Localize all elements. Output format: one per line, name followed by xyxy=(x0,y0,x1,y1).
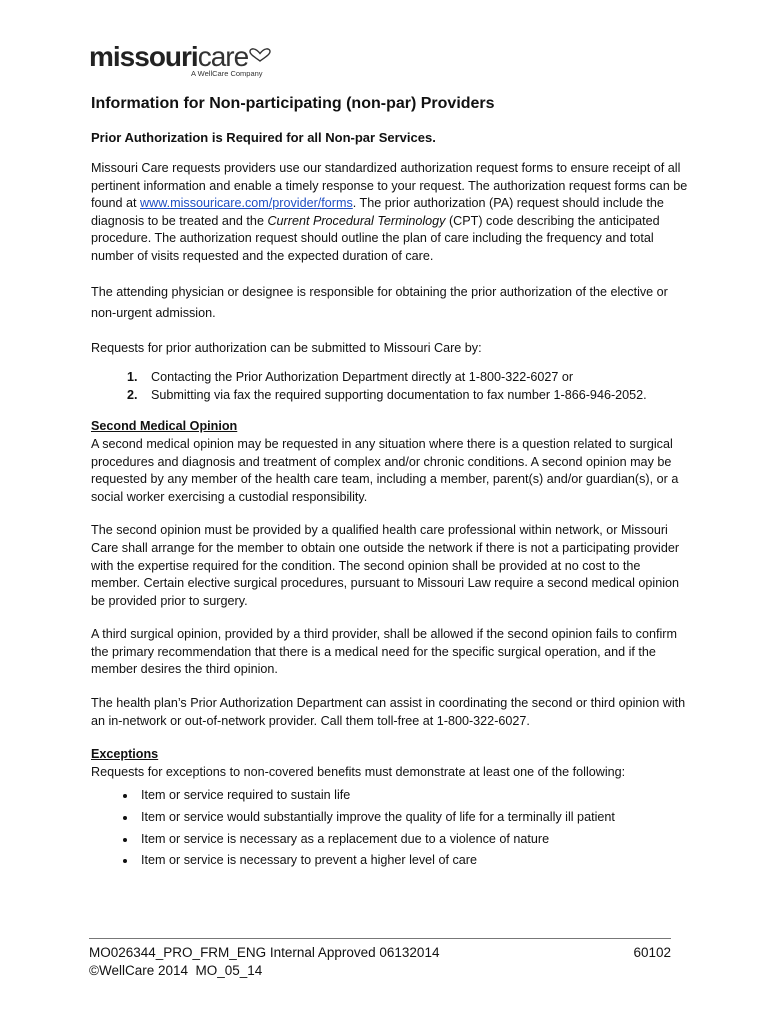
page-footer xyxy=(89,944,671,980)
exception-item: • Item or service would substantially improve the quality of life for a terminally ill patient xyxy=(137,809,691,827)
exceptions-intro: Requests for exceptions to non-covered benefits must demonstrate at least one of the following: xyxy=(91,764,626,779)
requests-intro: Requests for prior authorization can be submitted to Missouri Care by: xyxy=(91,340,482,355)
request-method-item: 2. Submitting via fax the required supporting documentation to fax number 1-866-946-2052. xyxy=(141,387,691,405)
second-opinion-section xyxy=(91,418,691,506)
second-opinion-heading: Second Medical Opinion xyxy=(91,419,238,434)
intro-italic-term: Current Procedural Terminology xyxy=(267,213,446,228)
missouri-care-logo xyxy=(89,41,271,78)
page-subtitle: Prior Authorization is Required for all Non-par Services. xyxy=(91,130,436,145)
attending-paragraph: The attending physician or designee is responsible for obtaining the prior authorization of the elective or non-urgent admission. xyxy=(91,284,668,320)
exception-item: • Item or service is necessary to prevent a higher level of care xyxy=(137,852,691,870)
logo-light-text: care xyxy=(197,41,249,72)
exception-item: • Item or service required to sustain life xyxy=(137,787,691,805)
forms-link[interactable]: www.missouricare.com/provider/forms xyxy=(140,196,353,211)
intro-paragraph xyxy=(91,160,691,266)
second-opinion-p1: A second medical opinion may be requested in any situation where there is a question related to surgical procedures and diagnosis and treatment of complex and/or chronic conditions. A second opinion may be requested by any member of the health care team, including a member, parent(s) and/or guardian(s), or a social worker exercising a custodial responsibility. xyxy=(91,436,679,504)
footer-code: 60102 xyxy=(633,945,671,960)
footer-form-id: MO026344_PRO_FRM_ENG Internal Approved 06132014 xyxy=(89,945,440,960)
footer-row xyxy=(89,944,671,962)
intro-text-3: (CPT) code describing the anticipated procedure. The authorization request should outline the plan of care including the frequency and total number of visits requested and the expected duration of care. xyxy=(91,213,660,263)
exceptions-heading: Exceptions xyxy=(91,747,159,762)
exception-item: • Item or service is necessary as a replacement due to a violence of nature xyxy=(137,831,691,849)
logo-tagline: A WellCare Company xyxy=(191,69,263,78)
footer-divider xyxy=(89,938,671,939)
document-body xyxy=(91,94,691,874)
request-method-item: 1. Contacting the Prior Authorization Department directly at 1-800-322-6027 or xyxy=(141,369,691,387)
second-opinion-p4: The health plan’s Prior Authorization Department can assist in coordinating the second or third opinion with an in-network or out-of-network provider. Call them toll-free at 1-800-322-6027. xyxy=(91,696,686,728)
exceptions-list xyxy=(91,787,691,869)
second-opinion-p3: A third surgical opinion, provided by a third provider, shall be allowed if the second opinion fails to confirm the primary recommendation that there is a medical need for the specific surgical operation, and if the member desires the third opinion. xyxy=(91,627,677,677)
logo-wordmark xyxy=(89,42,271,72)
exceptions-section xyxy=(91,746,691,870)
footer-copyright: ©WellCare 2014 MO_05_14 xyxy=(89,963,263,978)
request-methods-list xyxy=(91,369,691,404)
page-title: Information for Non-participating (non-par) Providers xyxy=(91,95,495,112)
heart-icon xyxy=(249,48,271,62)
intro-text-1: Missouri Care requests providers use our standardized authorization request forms to ensure receipt of all pertinent information and enable a timely response to your request. The authorization request forms can be found at xyxy=(91,161,688,211)
intro-text-2: . The prior authorization (PA) request should include the diagnosis to be treated and the xyxy=(91,196,664,228)
second-opinion-p2: The second opinion must be provided by a qualified health care professional within network, or Missouri Care shall arrange for the member to obtain one outside the network if there is not a participating provider with the expertise required for the condition. The second opinion shall be provided at no cost to the member. Certain elective surgical procedures, pursuant to Missouri Law require a second medical opinion be provided prior to surgery. xyxy=(91,523,680,608)
logo-bold-text: missouri xyxy=(89,41,198,72)
